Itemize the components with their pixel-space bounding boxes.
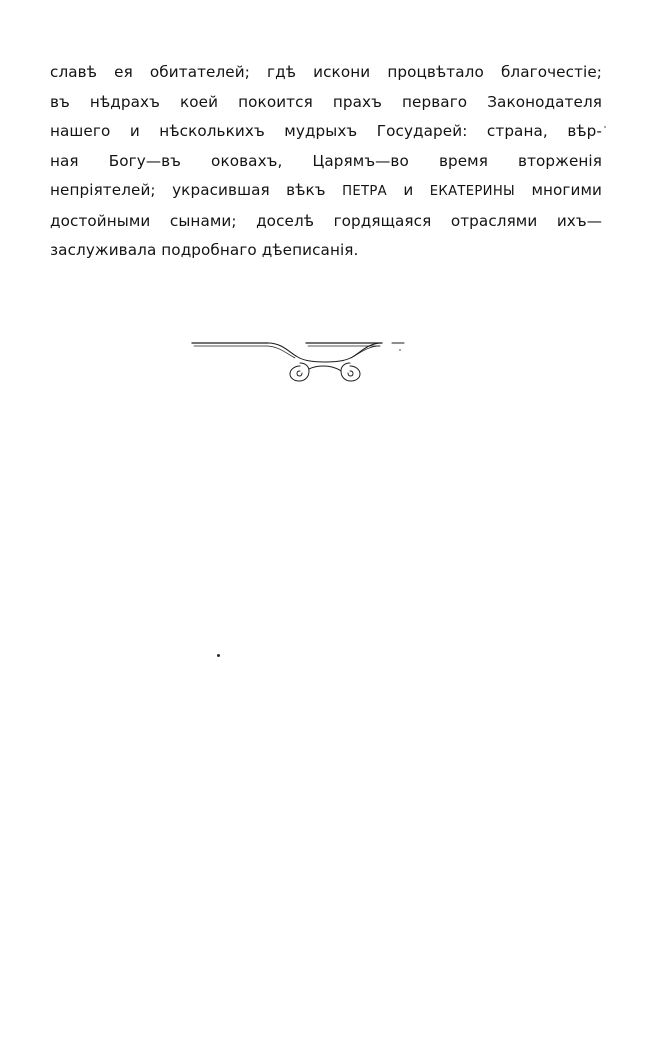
text-line-7: заслуживала подробнаго дѣеписанія. xyxy=(50,241,359,259)
ink-speck xyxy=(604,126,606,128)
text-line-2: въ нѣдрахъ коей покоится прахъ перваго Законодателя xyxy=(50,92,602,111)
body-text-block xyxy=(50,58,602,266)
text-line-4: ная Богу—въ оковахъ, Царямъ—во время вторженія xyxy=(50,151,602,170)
text-line-3: нашего и нѣсколькихъ мудрыхъ Государей: страна, вѣр- xyxy=(50,122,602,140)
ink-speck xyxy=(399,349,401,351)
ink-dot-mark xyxy=(217,654,220,657)
text-line-5: непріятелей; украсившая вѣкъ ПЕТРА и ЕКАТЕРИНЫ многими xyxy=(50,181,603,199)
swash-scroll-rule-ornament xyxy=(0,325,650,395)
paragraph xyxy=(50,58,602,266)
text-line-1: славѣ ея обитателей; гдѣ искони процвѣтало благочестіе; xyxy=(50,63,602,81)
text-line-6: достойными сынами; доселѣ гордящаяся отраслями ихъ— xyxy=(50,211,602,230)
